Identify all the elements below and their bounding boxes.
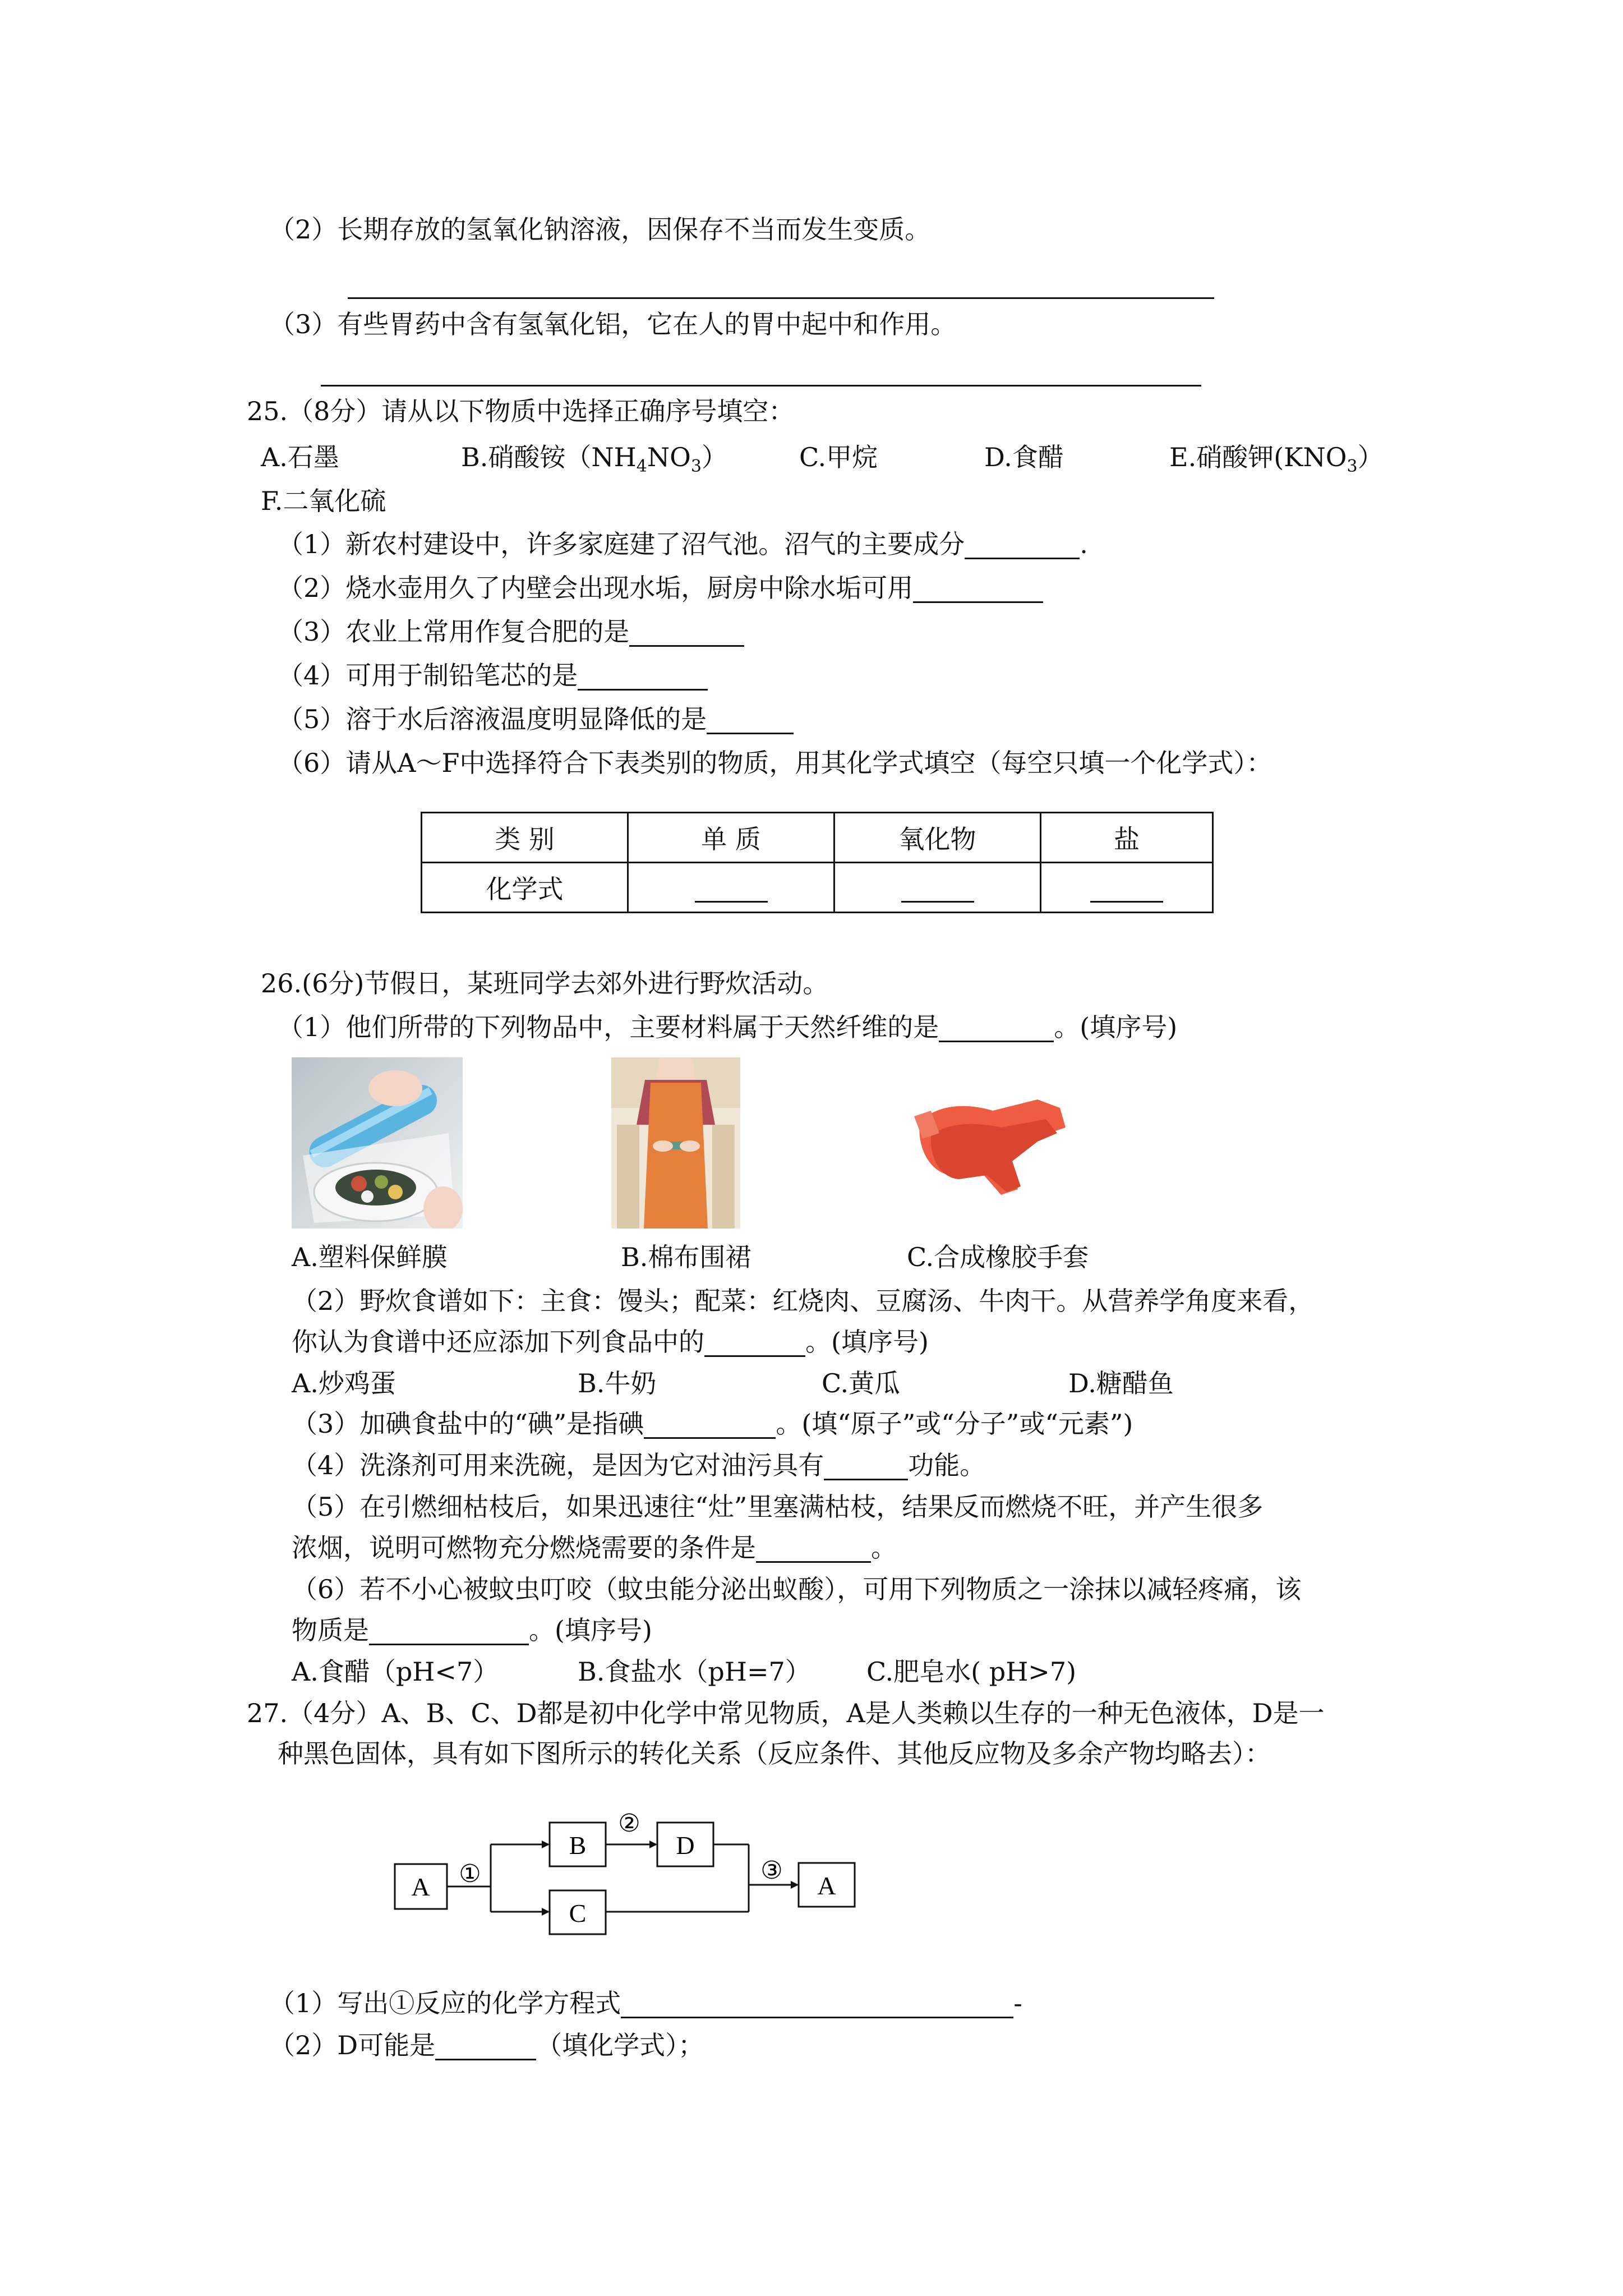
q26-item2-line2 [292, 1327, 929, 1357]
q26-item5-text: 浓烟，说明可燃物充分燃烧需要的条件是 [292, 1533, 756, 1563]
q26-item5-blank[interactable] [756, 1534, 871, 1563]
q25-option-b-sub2: 3 [690, 457, 702, 477]
table-cell-oxide [834, 863, 1041, 913]
cotton-apron-photo [611, 1057, 740, 1228]
q26-item4-text: （4）洗涤剂可用来洗碗，是因为它对油污具有 [292, 1450, 824, 1480]
table-header-category: 类 别 [422, 813, 628, 863]
diagram-box-b-label: B [569, 1831, 587, 1860]
q26-item5-end: 。 [871, 1533, 897, 1563]
q26-food-b: B.牛奶 [578, 1368, 657, 1398]
q26-item6-line1: （6）若不小心被蚊虫叮咬（蚊虫能分泌出蚁酸），可用下列物质之一涂抹以减轻疼痛，该 [292, 1574, 1302, 1604]
q25-item5 [278, 705, 794, 734]
q25-item2 [278, 573, 1043, 603]
q26-item4-end: 功能。 [908, 1450, 986, 1480]
q25-option-e-end: ） [1357, 442, 1384, 472]
q26-item5-line2 [292, 1533, 897, 1563]
q25-item1-blank[interactable] [965, 531, 1080, 559]
q26-item6-blank[interactable] [369, 1617, 529, 1645]
q25-option-a: A.石墨 [261, 442, 339, 472]
q25-item4-blank[interactable] [578, 662, 708, 691]
q26-item4-blank[interactable] [824, 1452, 908, 1480]
q24-answer-line-2[interactable] [348, 297, 1214, 299]
q26-pic-a-label: A.塑料保鲜膜 [292, 1242, 448, 1272]
q24-item2: （2）长期存放的氢氧化钠溶液，因保存不当而发生变质。 [269, 214, 931, 245]
q25-item6: （6）请从A～F中选择符合下表类别的物质，用其化学式填空（每空只填一个化学式）： [278, 748, 1272, 778]
q26-item1 [278, 1013, 1177, 1042]
q26-title: 26.(6分)节假日，某班同学去郊外进行野炊活动。 [261, 968, 829, 999]
table-header-element: 单 质 [628, 813, 834, 863]
q25-item1 [278, 530, 1088, 559]
rubber-gloves-photo [897, 1083, 1082, 1200]
q27-title-line2: 种黑色固体，具有如下图所示的转化关系（反应条件、其他反应物及多余产物均略去）： [278, 1738, 1271, 1769]
diagram-box-a2-label: A [817, 1871, 836, 1900]
plastic-wrap-photo [292, 1057, 463, 1228]
table-cell-salt [1041, 863, 1213, 913]
q25-item2-text: （2）烧水壶用久了内壁会出现水垢，厨房中除水垢可用 [278, 573, 914, 603]
q25-item3-text: （3）农业上常用作复合肥的是 [278, 616, 630, 647]
q26-item6-line2 [292, 1616, 652, 1645]
q25-item5-text: （5）溶于水后溶液温度明显降低的是 [278, 704, 707, 734]
q25-option-c: C.甲烷 [799, 442, 878, 472]
q26-item1-end: 。(填序号) [1054, 1012, 1178, 1042]
diagram-box-a1-label: A [411, 1872, 430, 1901]
q25-option-e-text: E.硝酸钾(KNO [1169, 442, 1347, 472]
q25-title: 25.（8分）请从以下物质中选择正确序号填空： [247, 396, 795, 426]
q27-item2 [269, 2031, 704, 2060]
q27-item1 [269, 1989, 1022, 2018]
q26-food-d: D.糖醋鱼 [1068, 1368, 1174, 1398]
q26-pic-b-label: B.棉布围裙 [621, 1242, 751, 1272]
q24-item3: （3）有些胃药中含有氢氧化铝，它在人的胃中起中和作用。 [269, 309, 957, 339]
q25-item5-blank[interactable] [707, 706, 794, 734]
q25-option-b-text: B.硝酸铵（NH [461, 442, 637, 472]
q26-item2-blank[interactable] [704, 1328, 805, 1357]
q25-item1-end: . [1080, 529, 1088, 559]
q25-option-b-sub1: 4 [636, 457, 647, 477]
q27-item2-text: （2）D可能是 [269, 2030, 436, 2060]
q26-food-c: C.黄瓜 [822, 1368, 901, 1398]
q25-item4-text: （4）可用于制铅笔芯的是 [278, 660, 578, 691]
q26-item2-text: 你认为食谱中还应添加下列食品中的 [292, 1327, 704, 1357]
q26-item1-blank[interactable] [939, 1014, 1054, 1042]
q25-option-b-mid: NO [647, 442, 691, 472]
q26-item3 [292, 1409, 1133, 1439]
q25-option-b [461, 443, 727, 477]
q26-item3-blank[interactable] [644, 1410, 776, 1439]
q25-option-e [1169, 443, 1384, 477]
q27-item2-end: （填化学式）； [536, 2030, 704, 2060]
q26-item6-text: 物质是 [292, 1615, 369, 1645]
q26-item3-text: （3）加碘食盐中的“碘”是指碘 [292, 1409, 644, 1439]
q26-sub-a: A.食醋（pH<7） [292, 1657, 499, 1687]
q26-item1-text: （1）他们所带的下列物品中，主要材料属于天然纤维的是 [278, 1012, 939, 1042]
q26-sub-c: C.肥皂水( pH>7) [866, 1657, 1077, 1687]
q25-item1-text: （1）新农村建设中，许多家庭建了沼气池。沼气的主要成分 [278, 529, 965, 559]
q26-item3-end: 。(填“原子”或“分子”或“元素”) [776, 1409, 1133, 1439]
table-blank-oxide[interactable] [901, 874, 974, 903]
q27-item1-text: （1）写出①反应的化学方程式 [269, 1988, 621, 2018]
q26-sub-b: B.食盐水（pH=7） [578, 1657, 811, 1687]
table-blank-salt[interactable] [1090, 874, 1163, 903]
q26-pic-c-label: C.合成橡胶手套 [907, 1242, 1089, 1272]
q26-item2-end: 。(填序号) [805, 1327, 929, 1357]
q26-item2-line1: （2）野炊食谱如下：主食：馒头；配菜：红烧肉、豆腐汤、牛肉干。从营养学角度来看， [292, 1286, 1315, 1316]
q27-title-line1: 27.（4分）A、B、C、D都是初中化学中常见物质，A是人类赖以生存的一种无色液体，D是一 [247, 1698, 1325, 1728]
diagram-box-c-label: C [569, 1899, 587, 1927]
q25-category-table [421, 812, 1214, 913]
q25-item3 [278, 617, 744, 647]
diagram-mark-1: ① [459, 1860, 481, 1888]
q25-item2-blank[interactable] [913, 574, 1043, 603]
table-cell-element [628, 863, 834, 913]
q26-item6-end: 。(填序号) [529, 1615, 652, 1645]
diagram-mark-2: ② [618, 1809, 640, 1838]
q25-option-b-end: ） [701, 442, 727, 472]
table-row [422, 813, 1213, 863]
table-row-label: 化学式 [422, 863, 628, 913]
q26-food-a: A.炒鸡蛋 [292, 1368, 396, 1398]
transformation-diagram [387, 1803, 892, 1938]
diagram-box-d-label: D [676, 1831, 695, 1860]
q27-item1-end: - [1013, 1988, 1022, 2018]
table-row [422, 863, 1213, 913]
table-blank-element[interactable] [695, 874, 768, 903]
q25-item4 [278, 661, 708, 691]
q25-option-f: F.二氧化硫 [261, 486, 386, 516]
q26-item5-line1: （5）在引燃细枯枝后，如果迅速往“灶”里塞满枯枝，结果反而燃烧不旺，并产生很多 [292, 1492, 1264, 1522]
q25-option-e-sub: 3 [1347, 457, 1358, 477]
q27-item2-blank[interactable] [435, 2032, 536, 2060]
q25-item3-blank[interactable] [629, 618, 744, 647]
table-header-salt: 盐 [1041, 813, 1213, 863]
q25-option-d: D.食醋 [984, 442, 1064, 472]
q26-item4 [292, 1451, 985, 1480]
table-header-oxide: 氧化物 [834, 813, 1041, 863]
diagram-mark-3: ③ [760, 1856, 783, 1885]
q24-answer-line-3[interactable] [321, 385, 1201, 386]
q27-item1-blank[interactable] [621, 1990, 1013, 2018]
